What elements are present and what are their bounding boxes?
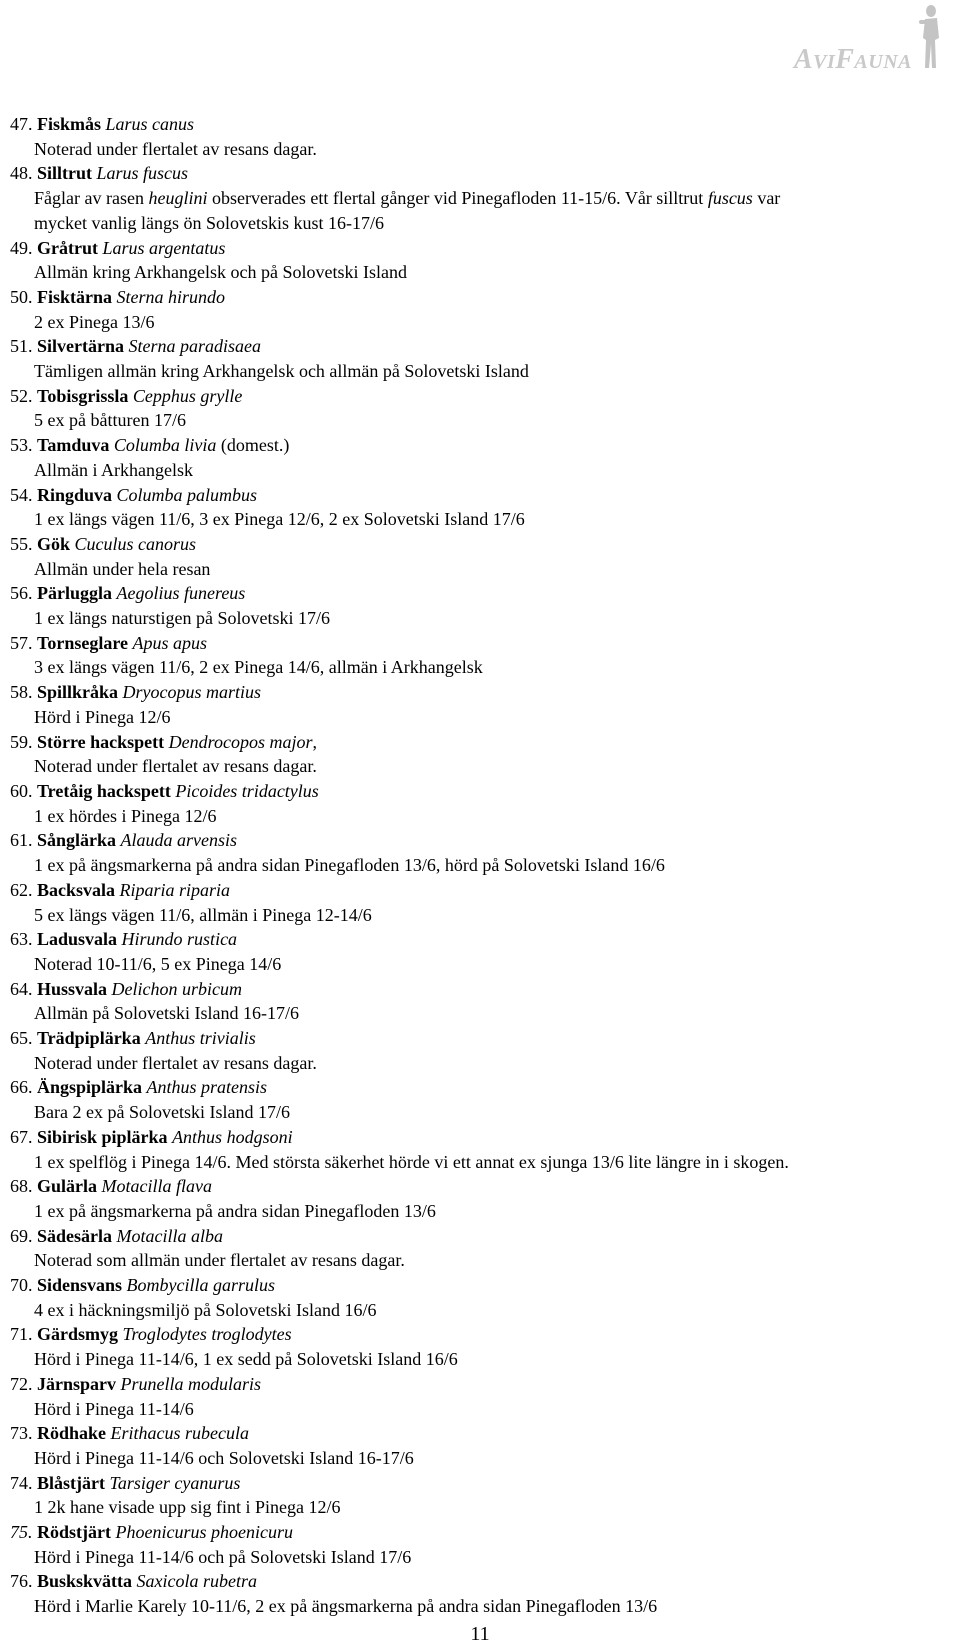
scientific-name: Prunella modularis bbox=[120, 1373, 262, 1394]
species-heading bbox=[10, 779, 950, 804]
species-entry bbox=[10, 581, 950, 630]
observation-note: Tämligen allmän kring Arkhangelsk och allmän på Solovetski Island bbox=[34, 361, 529, 382]
species-heading bbox=[10, 1125, 950, 1150]
observation-note bbox=[10, 211, 950, 236]
species-heading bbox=[10, 1520, 950, 1545]
swedish-name: Tornseglare bbox=[37, 632, 129, 653]
swedish-name: Gärdsmyg bbox=[37, 1324, 118, 1345]
scientific-name: Columba livia bbox=[113, 435, 217, 456]
swedish-name: Sånglärka bbox=[37, 830, 117, 851]
species-number: 71. bbox=[10, 1324, 33, 1345]
species-entry bbox=[10, 1569, 950, 1618]
species-entry bbox=[10, 1273, 950, 1322]
scientific-name: Apus apus bbox=[132, 632, 208, 653]
species-number: 58. bbox=[10, 682, 33, 703]
species-entry bbox=[10, 828, 950, 877]
species-heading bbox=[10, 285, 950, 310]
scientific-name: Larus canus bbox=[105, 114, 195, 134]
species-heading bbox=[10, 680, 950, 705]
species-entry bbox=[10, 779, 950, 828]
scientific-name: Larus fuscus bbox=[96, 163, 189, 184]
scientific-name: Delichon urbicum bbox=[111, 978, 243, 999]
species-entry bbox=[10, 1322, 950, 1371]
species-entry bbox=[10, 1421, 950, 1470]
species-heading bbox=[10, 236, 950, 261]
scientific-name: Columba palumbus bbox=[116, 484, 258, 505]
species-number: 76. bbox=[10, 1571, 33, 1592]
scientific-name: Phoenicurus phoenicuru bbox=[115, 1522, 293, 1543]
observation-note: Allmän kring Arkhangelsk och på Solovetski Island bbox=[34, 262, 407, 283]
species-entry bbox=[10, 1075, 950, 1124]
swedish-name: Fiskmås bbox=[37, 114, 102, 134]
observation-note: 1 ex hördes i Pinega 12/6 bbox=[34, 805, 217, 826]
species-number: 72. bbox=[10, 1373, 33, 1394]
species-heading bbox=[10, 161, 950, 186]
scientific-name: Tarsiger cyanurus bbox=[109, 1472, 241, 1493]
observation-note: Hörd i Pinega 11-14/6 och på Solovetski Island 17/6 bbox=[34, 1546, 412, 1567]
observation-note: Hörd i Pinega 11-14/6, 1 ex sedd på Solovetski Island 16/6 bbox=[34, 1349, 458, 1370]
species-entry bbox=[10, 631, 950, 680]
observation-note: Noterad under flertalet av resans dagar. bbox=[34, 1052, 317, 1073]
observation-note: 5 ex på båtturen 17/6 bbox=[34, 410, 186, 431]
species-entry bbox=[10, 730, 950, 779]
species-number: 51. bbox=[10, 336, 33, 357]
species-entry bbox=[10, 1125, 950, 1174]
observation-note: Bara 2 ex på Solovetski Island 17/6 bbox=[34, 1102, 290, 1123]
scientific-name: Troglodytes troglodytes bbox=[122, 1324, 292, 1345]
species-entry bbox=[10, 112, 950, 161]
scientific-name: Cuculus canorus bbox=[74, 533, 197, 554]
scientific-name: Saxicola rubetra bbox=[136, 1571, 258, 1592]
observation-note: 4 ex i häckningsmiljö på Solovetski Island 16/6 bbox=[34, 1299, 377, 1320]
species-entry bbox=[10, 433, 950, 482]
species-number: 53. bbox=[10, 435, 33, 456]
species-heading bbox=[10, 581, 950, 606]
observation-note: Hörd i Marlie Karely 10-11/6, 2 ex på ängsmarkerna på andra sidan Pinegafloden 13/6 bbox=[34, 1596, 658, 1617]
observation-note: 5 ex längs vägen 11/6, allmän i Pinega 12-14/6 bbox=[34, 904, 372, 925]
scientific-name: Dryocopus martius bbox=[122, 682, 262, 703]
swedish-name: Ängspiplärka bbox=[37, 1077, 143, 1098]
species-number: 67. bbox=[10, 1126, 33, 1147]
species-list bbox=[10, 112, 950, 1619]
swedish-name: Större hackspett bbox=[37, 731, 165, 752]
species-heading bbox=[10, 334, 950, 359]
subspecies-name: fuscus bbox=[707, 188, 753, 209]
species-entry bbox=[10, 161, 950, 235]
observation-note: Noterad som allmän under flertalet av resans dagar. bbox=[34, 1250, 405, 1271]
observation-note: 1 2k hane visade upp sig fint i Pinega 12/6 bbox=[34, 1497, 341, 1518]
observation-note: 1 ex på ängsmarkerna på andra sidan Pinegafloden 13/6 bbox=[34, 1200, 436, 1221]
observation-note: Hörd i Pinega 11-14/6 bbox=[34, 1398, 194, 1419]
swedish-name: Tobisgrissla bbox=[37, 385, 129, 406]
species-number: 69. bbox=[10, 1225, 33, 1246]
species-heading bbox=[10, 433, 950, 458]
species-number: 52. bbox=[10, 385, 33, 406]
species-heading bbox=[10, 532, 950, 557]
note-text: observerades ett flertal gånger vid Pinegafloden 11-15/6. Vår silltrut bbox=[207, 188, 708, 209]
birdwatcher-icon bbox=[916, 2, 942, 72]
swedish-name: Backsvala bbox=[37, 879, 116, 900]
scientific-name: Alauda arvensis bbox=[120, 830, 238, 851]
swedish-name: Tamduva bbox=[37, 435, 110, 456]
observation-note: 1 ex längs vägen 11/6, 3 ex Pinega 12/6, 2 ex Solovetski Island 17/6 bbox=[34, 509, 525, 530]
scientific-name: Bombycilla garrulus bbox=[126, 1275, 276, 1296]
species-entry bbox=[10, 334, 950, 383]
swedish-name: Gulärla bbox=[37, 1176, 98, 1197]
species-heading bbox=[10, 631, 950, 656]
species-number: 66. bbox=[10, 1077, 33, 1098]
observation-note: Noterad 10-11/6, 5 ex Pinega 14/6 bbox=[34, 953, 282, 974]
swedish-name: Spillkråka bbox=[37, 682, 119, 703]
observation-note bbox=[10, 186, 950, 211]
subspecies-name: heuglini bbox=[148, 188, 208, 209]
species-number: 73. bbox=[10, 1423, 33, 1444]
observation-note: Noterad under flertalet av resans dagar. bbox=[34, 138, 317, 159]
scientific-name: Sterna paradisaea bbox=[128, 336, 261, 357]
species-number: 74. bbox=[10, 1472, 33, 1493]
observation-note: Noterad under flertalet av resans dagar. bbox=[34, 756, 317, 777]
species-number: 55. bbox=[10, 533, 33, 554]
name-suffix: (domest.) bbox=[216, 435, 290, 456]
avifauna-logo bbox=[742, 0, 942, 78]
note-text: mycket vanlig längs ön Solovetskis kust 16-17/6 bbox=[34, 212, 384, 233]
species-number: 65. bbox=[10, 1028, 33, 1049]
species-entry bbox=[10, 1026, 950, 1075]
species-heading bbox=[10, 927, 950, 952]
scientific-name: Erithacus rubecula bbox=[110, 1423, 250, 1444]
species-number: 59. bbox=[10, 731, 33, 752]
species-number: 61. bbox=[10, 830, 33, 851]
species-heading bbox=[10, 878, 950, 903]
swedish-name: Sidensvans bbox=[37, 1275, 123, 1296]
observation-note: Hörd i Pinega 12/6 bbox=[34, 706, 171, 727]
swedish-name: Tretåig hackspett bbox=[37, 780, 171, 801]
scientific-name: Motacilla flava bbox=[101, 1176, 212, 1197]
species-number: 50. bbox=[10, 286, 33, 307]
species-heading bbox=[10, 977, 950, 1002]
species-heading bbox=[10, 730, 950, 755]
scientific-name: Picoides tridactylus bbox=[175, 780, 319, 801]
observation-note: 2 ex Pinega 13/6 bbox=[34, 311, 155, 332]
observation-note: 3 ex längs vägen 11/6, 2 ex Pinega 14/6, allmän i Arkhangelsk bbox=[34, 657, 483, 678]
scientific-name: Sterna hirundo bbox=[116, 286, 226, 307]
species-entry bbox=[10, 1174, 950, 1223]
species-number: 48. bbox=[10, 163, 33, 184]
swedish-name: Fisktärna bbox=[37, 286, 113, 307]
swedish-name: Blåstjärt bbox=[37, 1472, 105, 1493]
species-heading bbox=[10, 1075, 950, 1100]
swedish-name: Silvertärna bbox=[37, 336, 124, 357]
scientific-name: Anthus pratensis bbox=[146, 1077, 268, 1098]
swedish-name: Gråtrut bbox=[37, 237, 98, 258]
species-number: 64. bbox=[10, 978, 33, 999]
swedish-name: Järnsparv bbox=[37, 1373, 117, 1394]
species-heading bbox=[10, 1372, 950, 1397]
swedish-name: Trädpiplärka bbox=[37, 1028, 141, 1049]
species-entry bbox=[10, 927, 950, 976]
scientific-name: Motacilla alba bbox=[116, 1225, 224, 1246]
species-heading bbox=[10, 828, 950, 853]
swedish-name: Buskskvätta bbox=[37, 1571, 133, 1592]
species-heading bbox=[10, 1174, 950, 1199]
species-entry bbox=[10, 1372, 950, 1421]
swedish-name: Sädesärla bbox=[37, 1225, 113, 1246]
species-number: 47. bbox=[10, 114, 33, 134]
species-heading bbox=[10, 384, 950, 409]
swedish-name: Silltrut bbox=[37, 163, 93, 184]
species-number: 63. bbox=[10, 929, 33, 950]
swedish-name: Ladusvala bbox=[37, 929, 118, 950]
swedish-name: Ringduva bbox=[37, 484, 113, 505]
species-entry bbox=[10, 483, 950, 532]
observation-note: Allmän under hela resan bbox=[34, 558, 211, 579]
scientific-name: Anthus trivialis bbox=[145, 1028, 256, 1049]
swedish-name: Hussvala bbox=[37, 978, 108, 999]
swedish-name: Rödhake bbox=[37, 1423, 107, 1444]
species-entry bbox=[10, 384, 950, 433]
species-entry bbox=[10, 1471, 950, 1520]
species-number: 60. bbox=[10, 780, 33, 801]
species-entry bbox=[10, 680, 950, 729]
species-entry bbox=[10, 532, 950, 581]
swedish-name: Gök bbox=[37, 533, 71, 554]
species-number: 56. bbox=[10, 583, 33, 604]
species-heading bbox=[10, 112, 950, 137]
scientific-name: Hirundo rustica bbox=[121, 929, 238, 950]
swedish-name: Rödstjärt bbox=[37, 1522, 111, 1543]
species-heading bbox=[10, 483, 950, 508]
scientific-name: Anthus hodgsoni bbox=[172, 1126, 293, 1147]
species-heading bbox=[10, 1421, 950, 1446]
observation-note: 1 ex på ängsmarkerna på andra sidan Pinegafloden 13/6, hörd på Solovetski Island 16/6 bbox=[34, 855, 665, 876]
scientific-name: Cepphus grylle bbox=[132, 385, 243, 406]
note-text: Fåglar av rasen bbox=[34, 188, 149, 209]
name-suffix: , bbox=[312, 731, 317, 752]
species-heading bbox=[10, 1471, 950, 1496]
scientific-name: Aegolius funereus bbox=[116, 583, 246, 604]
species-number: 68. bbox=[10, 1176, 33, 1197]
species-number: 54. bbox=[10, 484, 33, 505]
species-heading bbox=[10, 1569, 950, 1594]
scientific-name: Riparia riparia bbox=[119, 879, 231, 900]
species-entry bbox=[10, 977, 950, 1026]
species-entry bbox=[10, 1520, 950, 1569]
species-heading bbox=[10, 1224, 950, 1249]
species-entry bbox=[10, 878, 950, 927]
species-entry bbox=[10, 285, 950, 334]
observation-note: 1 ex spelflög i Pinega 14/6. Med största säkerhet hörde vi ett annat ex sjunga 13/6 lite längre in i skogen. bbox=[34, 1151, 789, 1172]
scientific-name: Larus argentatus bbox=[102, 237, 226, 258]
observation-note: Hörd i Pinega 11-14/6 och Solovetski Island 16-17/6 bbox=[34, 1447, 414, 1468]
species-heading bbox=[10, 1273, 950, 1298]
species-number: 62. bbox=[10, 879, 33, 900]
note-text: var bbox=[752, 188, 781, 209]
swedish-name: Sibirisk piplärka bbox=[37, 1126, 168, 1147]
observation-note: Allmän i Arkhangelsk bbox=[34, 459, 193, 480]
species-heading bbox=[10, 1322, 950, 1347]
page-number: 11 bbox=[470, 1623, 490, 1645]
swedish-name: Pärluggla bbox=[37, 583, 112, 604]
species-number: 57. bbox=[10, 632, 33, 653]
logo-text: AviFauna bbox=[793, 44, 912, 75]
species-number: 70. bbox=[10, 1275, 33, 1296]
observation-note: Allmän på Solovetski Island 16-17/6 bbox=[34, 1003, 299, 1024]
species-heading bbox=[10, 1026, 950, 1051]
scientific-name: Dendrocopos major bbox=[168, 731, 313, 752]
species-number: 75. bbox=[10, 1522, 33, 1543]
species-entry bbox=[10, 236, 950, 285]
species-number: 49. bbox=[10, 237, 33, 258]
species-entry bbox=[10, 1224, 950, 1273]
observation-note: 1 ex längs naturstigen på Solovetski 17/6 bbox=[34, 608, 330, 629]
